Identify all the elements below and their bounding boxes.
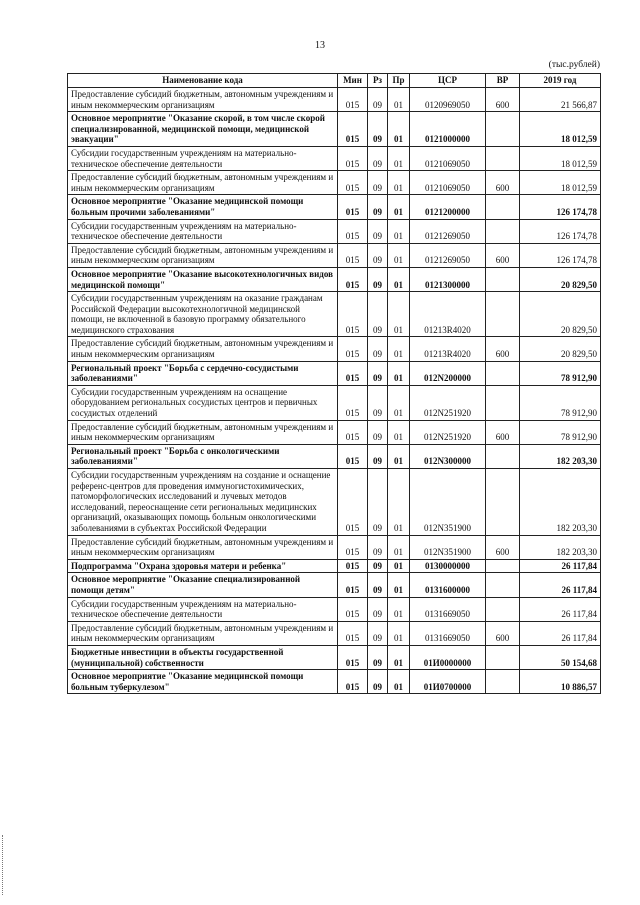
cell-vr [486,559,520,573]
table-row [68,559,601,573]
cell-name: Предоставление субсидий бюджетным, автономным учреждениям и иным некоммерческим организациям [68,535,338,559]
cell-csr: 012N351900 [410,535,486,559]
cell-csr: 0121069050 [410,146,486,170]
cell-rz: 09 [368,444,388,468]
table-row [68,597,601,621]
table-row [68,146,601,170]
scan-edge-marks [2,835,7,895]
cell-vr [486,645,520,669]
cell-csr: 012N300000 [410,444,486,468]
table-row [68,444,601,468]
page-number: 13 [315,40,325,51]
cell-name: Предоставление субсидий бюджетным, автономным учреждениям и иным некоммерческим организациям [68,420,338,444]
cell-min: 015 [338,444,368,468]
table-row [68,88,601,112]
cell-rz: 09 [368,573,388,597]
cell-amount: 26 117,84 [520,597,601,621]
cell-min: 015 [338,597,368,621]
table-body [68,88,601,694]
cell-amount: 26 117,84 [520,559,601,573]
table-row [68,171,601,195]
cell-pr: 01 [388,621,410,645]
cell-min: 015 [338,385,368,420]
cell-pr: 01 [388,243,410,267]
cell-vr [486,597,520,621]
cell-csr: 0131669050 [410,597,486,621]
cell-pr: 01 [388,670,410,694]
cell-name: Предоставление субсидий бюджетным, автономным учреждениям и иным некоммерческим организациям [68,337,338,361]
cell-rz: 09 [368,112,388,147]
cell-pr: 01 [388,195,410,219]
cell-csr: 012N251920 [410,420,486,444]
table-row [68,621,601,645]
cell-amount: 20 829,50 [520,292,601,337]
table-header-row [68,74,601,88]
cell-csr: 0121000000 [410,112,486,147]
cell-min: 015 [338,621,368,645]
cell-name: Субсидии государственным учреждениям на оказание гражданам Российской Федерации высокотехнологичной медицинской помощи, не включенной в базовую программу обязательного медицинского страхования [68,292,338,337]
cell-name: Предоставление субсидий бюджетным, автономным учреждениям и иным некоммерческим организациям [68,171,338,195]
cell-csr: 01213R4020 [410,292,486,337]
cell-min: 015 [338,195,368,219]
table-row [68,385,601,420]
table-row [68,420,601,444]
cell-min: 015 [338,559,368,573]
cell-vr: 600 [486,420,520,444]
cell-min: 015 [338,267,368,291]
cell-csr: 01И0000000 [410,645,486,669]
cell-name: Субсидии государственным учреждениям на оснащение оборудованием региональных сосудистых центров и первичных сосудистых отделений [68,385,338,420]
table-row [68,361,601,385]
cell-rz: 09 [368,385,388,420]
cell-pr: 01 [388,219,410,243]
cell-pr: 01 [388,573,410,597]
cell-pr: 01 [388,420,410,444]
cell-amount: 182 203,30 [520,535,601,559]
cell-vr: 600 [486,88,520,112]
cell-amount: 182 203,30 [520,469,601,536]
cell-amount: 78 912,90 [520,420,601,444]
cell-rz: 09 [368,146,388,170]
cell-rz: 09 [368,267,388,291]
cell-name: Субсидии государственным учреждениям на материально-техническое обеспечение деятельности [68,219,338,243]
budget-table [67,73,601,694]
cell-pr: 01 [388,112,410,147]
cell-name: Региональный проект "Борьба с онкологическими заболеваниями" [68,444,338,468]
cell-pr: 01 [388,559,410,573]
cell-min: 015 [338,361,368,385]
cell-vr [486,670,520,694]
cell-min: 015 [338,573,368,597]
table-row [68,337,601,361]
cell-rz: 09 [368,171,388,195]
cell-name: Основное мероприятие "Оказание скорой, в том числе скорой специализированной, медицинской помощи, медицинской эвакуации" [68,112,338,147]
cell-pr: 01 [388,146,410,170]
cell-rz: 09 [368,219,388,243]
cell-name: Региональный проект "Борьба с сердечно-сосудистыми заболеваниями" [68,361,338,385]
cell-rz: 09 [368,337,388,361]
cell-name: Основное мероприятие "Оказание специализированной помощи детям" [68,573,338,597]
header-name: Наименование кода [68,74,338,88]
cell-vr [486,112,520,147]
cell-amount: 18 012,59 [520,171,601,195]
cell-csr: 012N200000 [410,361,486,385]
table-row [68,645,601,669]
cell-min: 015 [338,171,368,195]
cell-amount: 10 886,57 [520,670,601,694]
table-row [68,670,601,694]
cell-name: Предоставление субсидий бюджетным, автономным учреждениям и иным некоммерческим организациям [68,88,338,112]
header-csr: ЦСР [410,74,486,88]
cell-min: 015 [338,146,368,170]
cell-min: 015 [338,337,368,361]
cell-amount: 18 012,59 [520,146,601,170]
table-row [68,267,601,291]
cell-min: 015 [338,469,368,536]
cell-vr [486,361,520,385]
table-row [68,535,601,559]
cell-min: 015 [338,243,368,267]
cell-vr [486,292,520,337]
cell-csr: 0121269050 [410,219,486,243]
cell-vr: 600 [486,171,520,195]
cell-vr [486,219,520,243]
cell-min: 015 [338,292,368,337]
cell-csr: 0121269050 [410,243,486,267]
cell-vr [486,573,520,597]
cell-name: Субсидии государственным учреждениям на материально-техническое обеспечение деятельности [68,597,338,621]
cell-pr: 01 [388,171,410,195]
cell-csr: 0131600000 [410,573,486,597]
table-row [68,112,601,147]
table-row [68,292,601,337]
cell-amount: 20 829,50 [520,337,601,361]
cell-min: 015 [338,535,368,559]
cell-vr [486,444,520,468]
cell-min: 015 [338,88,368,112]
cell-min: 015 [338,420,368,444]
cell-name: Субсидии государственным учреждениям на создание и оснащение референс-центров для проведения иммуногистохимических, патоморфологических исследований и лучевых методов исследований, переоснащение сети региональных медицинских организаций, оказывающих помощь больным онкологическими заболеваниями в субъектах Российской Федерации [68,469,338,536]
cell-name: Предоставление субсидий бюджетным, автономным учреждениям и иным некоммерческим организациям [68,621,338,645]
header-vr: ВР [486,74,520,88]
cell-pr: 01 [388,645,410,669]
cell-vr [486,385,520,420]
table-row [68,469,601,536]
cell-pr: 01 [388,535,410,559]
cell-amount: 126 174,78 [520,243,601,267]
cell-rz: 09 [368,670,388,694]
cell-amount: 26 117,84 [520,621,601,645]
cell-rz: 09 [368,361,388,385]
table-row [68,219,601,243]
cell-rz: 09 [368,597,388,621]
cell-rz: 09 [368,243,388,267]
cell-name: Субсидии государственным учреждениям на материально-техническое обеспечение деятельности [68,146,338,170]
cell-rz: 09 [368,195,388,219]
cell-pr: 01 [388,292,410,337]
cell-pr: 01 [388,469,410,536]
table-row [68,243,601,267]
cell-min: 015 [338,645,368,669]
cell-pr: 01 [388,385,410,420]
cell-csr: 0130000000 [410,559,486,573]
cell-amount: 18 012,59 [520,112,601,147]
cell-name: Бюджетные инвестиции в объекты государственной (муниципальной) собственности [68,645,338,669]
units-label: (тыс.рублей) [548,60,600,70]
cell-amount: 78 912,90 [520,361,601,385]
cell-amount: 20 829,50 [520,267,601,291]
cell-vr [486,146,520,170]
cell-csr: 0120969050 [410,88,486,112]
cell-vr: 600 [486,535,520,559]
cell-pr: 01 [388,597,410,621]
cell-csr: 0121300000 [410,267,486,291]
cell-vr: 600 [486,243,520,267]
cell-rz: 09 [368,645,388,669]
cell-min: 015 [338,670,368,694]
cell-name: Предоставление субсидий бюджетным, автономным учреждениям и иным некоммерческим организациям [68,243,338,267]
cell-pr: 01 [388,444,410,468]
table-row [68,573,601,597]
cell-csr: 01И0700000 [410,670,486,694]
table-row [68,195,601,219]
header-year: 2019 год [520,74,601,88]
cell-pr: 01 [388,267,410,291]
cell-min: 015 [338,219,368,243]
cell-csr: 0121069050 [410,171,486,195]
cell-csr: 012N251920 [410,385,486,420]
cell-rz: 09 [368,420,388,444]
cell-csr: 0131669050 [410,621,486,645]
cell-vr [486,267,520,291]
cell-pr: 01 [388,361,410,385]
cell-pr: 01 [388,337,410,361]
cell-csr: 012N351900 [410,469,486,536]
cell-name: Основное мероприятие "Оказание медицинской помощи больным прочими заболеваниями" [68,195,338,219]
cell-csr: 0121200000 [410,195,486,219]
cell-rz: 09 [368,292,388,337]
cell-amount: 26 117,84 [520,573,601,597]
cell-amount: 182 203,30 [520,444,601,468]
header-min: Мин [338,74,368,88]
cell-min: 015 [338,112,368,147]
cell-rz: 09 [368,469,388,536]
cell-amount: 21 566,87 [520,88,601,112]
cell-vr [486,195,520,219]
cell-rz: 09 [368,88,388,112]
cell-rz: 09 [368,535,388,559]
cell-rz: 09 [368,621,388,645]
cell-name: Подпрограмма "Охрана здоровья матери и ребенка" [68,559,338,573]
cell-amount: 50 154,68 [520,645,601,669]
header-rz: Рз [368,74,388,88]
cell-name: Основное мероприятие "Оказание медицинской помощи больным туберкулезом" [68,670,338,694]
cell-amount: 126 174,78 [520,195,601,219]
header-pr: Пр [388,74,410,88]
cell-vr: 600 [486,337,520,361]
cell-name: Основное мероприятие "Оказание высокотехнологичных видов медицинской помощи" [68,267,338,291]
cell-amount: 126 174,78 [520,219,601,243]
cell-vr: 600 [486,621,520,645]
cell-pr: 01 [388,88,410,112]
cell-rz: 09 [368,559,388,573]
cell-amount: 78 912,90 [520,385,601,420]
cell-vr [486,469,520,536]
cell-csr: 01213R4020 [410,337,486,361]
